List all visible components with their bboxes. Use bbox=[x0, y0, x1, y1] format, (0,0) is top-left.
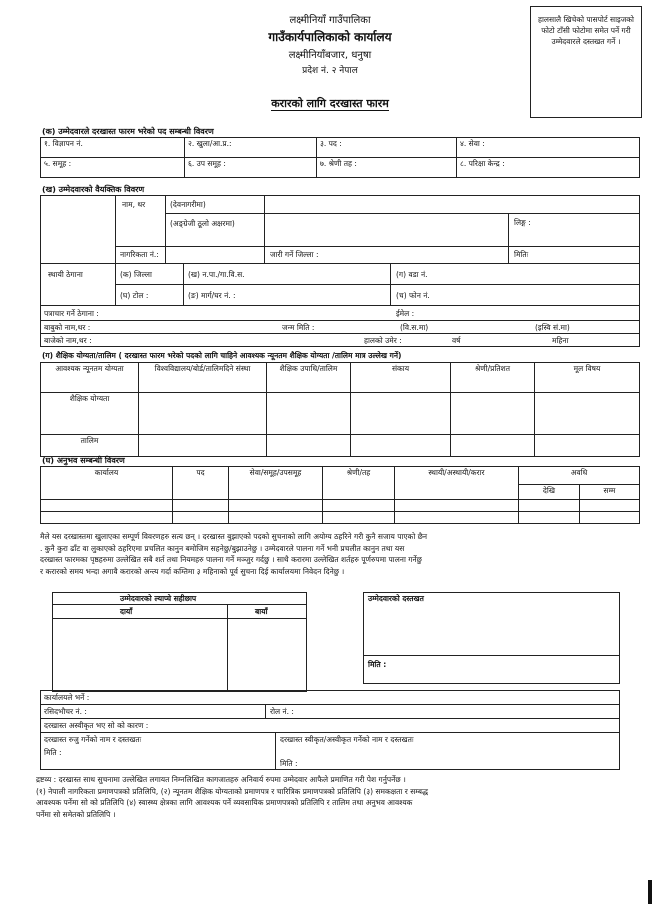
exp-cell[interactable] bbox=[395, 512, 519, 524]
tole-label: (घ) टोल : bbox=[120, 291, 149, 300]
exp-col-to: सम्म bbox=[579, 485, 639, 500]
exp-col-duration: अवधि bbox=[519, 467, 640, 485]
dob-label: जन्म मिति : bbox=[282, 323, 315, 332]
signature-date-label: मिति : bbox=[368, 660, 387, 669]
edu-cell[interactable] bbox=[535, 393, 640, 435]
form-title-text: करारको लागि दरखास्त फारम bbox=[271, 97, 389, 110]
exp-col-level: श्रेणी/तह bbox=[323, 467, 395, 500]
exp-cell[interactable] bbox=[229, 500, 323, 512]
edu-row-training: तालिम bbox=[41, 435, 139, 457]
roll-number-label: रोल नं. : bbox=[270, 707, 294, 716]
exp-cell[interactable] bbox=[579, 500, 639, 512]
exp-col-from: देखि bbox=[519, 485, 580, 500]
experience-table bbox=[40, 466, 640, 524]
declaration-line: मैले यस दरखास्तमा खुलाएका सम्पूर्ण विवरणहरु सत्य छन् । दरखास्त बुझाएको पदको सुचनाको लागि अयोग्य ठहरिने गरी कुनै सजाय पाएको छैन bbox=[40, 532, 428, 541]
declaration-line: . कुनै कुरा ढाँट वा लुकाएको ठहरिएमा प्रचलित कानुन बमोजिम सहनेछु/बुझाउनेछु । उम्मेदवारले पालना गर्ने भनी प्रचलीत कानुन तथा यस bbox=[40, 543, 405, 553]
district-label: (क) जिल्ला bbox=[120, 270, 152, 279]
edu-cell[interactable] bbox=[267, 393, 351, 435]
signature-heading: उम्मेदवारको दस्तखत bbox=[368, 594, 424, 603]
rejection-reason-label: दरखास्त अस्वीकृत भए सो को कारण : bbox=[44, 721, 149, 730]
field-ad-number[interactable]: १. विज्ञापन नं. bbox=[41, 138, 185, 158]
exp-cell[interactable] bbox=[395, 500, 519, 512]
header-line-1: लक्ष्मीनियाँ गाउँपालिका bbox=[289, 15, 371, 26]
declaration-line: र करारको समय भन्दा अगावै करारको अन्त्य गर्दा कम्तिमा ३ महिनाको पूर्व सुचना दिई कार्यालयमा निवेदन दिनेछु । bbox=[40, 566, 345, 576]
thumb-left-label: बायाँ bbox=[255, 607, 268, 616]
note-line: (१) नेपाली नागरिकता प्रमाणपत्रको प्रतिलिपि, (२) न्यूनतम शैक्षिक योग्यताको प्रमाणपत्र र चारित्रिक प्रमाणपत्रको प्रतिलिपि (३) समकक्षता र सम्बद्ध bbox=[36, 786, 428, 796]
edu-col-degree: शैक्षिक उपाधि/तालिम bbox=[267, 363, 351, 393]
dob-ad-label: (इस्वि सं.मा) bbox=[535, 323, 570, 332]
father-label: बाबुको नाम,थर : bbox=[44, 323, 91, 332]
current-age-label: हालको उमेर : bbox=[364, 336, 402, 345]
english-label: (अङ्ग्रेजी ठूलो अक्षरमा) bbox=[170, 219, 235, 228]
exp-cell[interactable] bbox=[173, 500, 229, 512]
header-line-3: लक्ष्मीनियाँबजार, धनुषा bbox=[288, 50, 372, 61]
thumb-right-label: दायाँ bbox=[120, 607, 133, 616]
verifier-date-label: मिति : bbox=[44, 748, 62, 757]
field-service[interactable]: ४. सेवा : bbox=[457, 138, 640, 158]
verifier-label: दरखास्त रुजु गर्नेको नाम र दस्तखतः bbox=[44, 735, 142, 744]
phone-label: (च) फोन नं. bbox=[396, 291, 430, 300]
exp-cell[interactable] bbox=[41, 500, 173, 512]
field-subgroup[interactable]: ६. उप समूह : bbox=[185, 158, 317, 178]
office-use-label: कार्यालयले भर्ने : bbox=[44, 693, 90, 702]
exp-cell[interactable] bbox=[229, 512, 323, 524]
edu-cell[interactable] bbox=[139, 393, 267, 435]
field-post[interactable]: ३. पद : bbox=[317, 138, 457, 158]
edu-cell[interactable] bbox=[451, 393, 535, 435]
citizenship-label: नागरिकता नं.: bbox=[120, 250, 159, 259]
declaration-line: दरखास्त फारमका पृष्ठहरुमा उल्लेखित सबै शर्त तथा नियमहरु पालना गर्ने मञ्जुर गर्दछु । साथै करारमा उल्लेखित शर्तहरु पूर्णरुपमा पालना गर्नेछु bbox=[40, 555, 422, 565]
permanent-address-label: स्थायी ठेगाना bbox=[48, 270, 83, 279]
note-line: पर्नेमा सो समेतको प्रतिलिपि । bbox=[36, 809, 116, 819]
exp-cell[interactable] bbox=[41, 512, 173, 524]
edu-col-qualification: आवश्यक न्यूनतम योग्यता bbox=[41, 363, 139, 393]
edu-col-faculty: संकाय bbox=[351, 363, 451, 393]
postal-address-label: पत्राचार गर्ने ठेगाना : bbox=[44, 309, 99, 318]
note bbox=[36, 774, 646, 821]
section-ka-table bbox=[40, 137, 640, 178]
approver-label: दरखास्त स्वीकृत/अस्वीकृत गर्नेको नाम र दस्तखतः bbox=[280, 735, 414, 744]
signature-box[interactable] bbox=[363, 592, 620, 684]
email-label: ईमेल : bbox=[396, 309, 415, 318]
ward-label: (ग) वडा नं. bbox=[396, 270, 428, 279]
exp-cell[interactable] bbox=[519, 500, 580, 512]
date-label: मितिः bbox=[514, 250, 529, 259]
section-ka-heading: (क) उम्मेदवारले दरखास्त फारम भरेको पद सम्बन्धी विवरण bbox=[42, 127, 214, 136]
note-line: आवश्यक पर्नेमा सो को प्रतिलिपि (४) स्वास्थ्य क्षेत्रका लागि आवश्यक पर्ने व्यवसायिक प्रमाणपत्रको प्रतिलिपि र तालिम तथा अनुभव आवश्यक bbox=[36, 798, 413, 808]
edu-cell[interactable] bbox=[139, 435, 267, 457]
edu-cell[interactable] bbox=[267, 435, 351, 457]
age-year-label: वर्ष bbox=[452, 336, 461, 345]
edu-cell[interactable] bbox=[351, 435, 451, 457]
edu-col-university: विश्वविद्यालय/बोर्ड/तालिमदिने संस्था bbox=[139, 363, 267, 393]
field-open-inclusive[interactable]: २. खुला/आ.प्र.: bbox=[185, 138, 317, 158]
edu-col-division: श्रेणी/प्रतिशत bbox=[451, 363, 535, 393]
exp-col-post: पद bbox=[173, 467, 229, 500]
photo-box[interactable]: हालसालै खिचेको पासपोर्ट साइजको फोटो टाँसी फोटोमा समेत पर्ने गरी उम्मेदवारले दस्तखत गर्ने । bbox=[530, 6, 642, 118]
exp-col-service: सेवा/समूह/उपसमूह bbox=[229, 467, 323, 500]
note-line: द्रष्टव्य : दरखास्त साथ सुचनामा उल्लेखित लगायत निम्नलिखित कागजातहरु अनिवार्य रुपमा उम्मेदवार आफैले प्रमाणित गरी पेश गर्नुपर्नेछ । bbox=[36, 775, 406, 784]
field-exam-center[interactable]: ८. परिक्षा केन्द्र : bbox=[457, 158, 640, 178]
right-thumb-area[interactable] bbox=[53, 619, 226, 691]
exp-cell[interactable] bbox=[519, 512, 580, 524]
edu-row-academic: शैक्षिक योग्यता bbox=[41, 393, 139, 435]
issued-district-label: जारी गर्ने जिल्ला : bbox=[270, 250, 319, 259]
exp-cell[interactable] bbox=[323, 512, 395, 524]
exp-cell[interactable] bbox=[323, 500, 395, 512]
grandfather-label: बाजेको नाम,थर : bbox=[44, 336, 92, 345]
edu-cell[interactable] bbox=[451, 435, 535, 457]
exp-cell[interactable] bbox=[579, 512, 639, 524]
dob-bs-label: (वि.स.मा) bbox=[400, 323, 429, 332]
form-title bbox=[180, 96, 480, 111]
municipality-label: (ख) न.पा./गा.वि.स. bbox=[188, 270, 245, 279]
exp-cell[interactable] bbox=[173, 512, 229, 524]
section-kha-heading: (ख) उम्मेदवारको वैयक्तिक विवरण bbox=[42, 185, 145, 194]
exp-col-office: कार्यालय bbox=[41, 467, 173, 500]
devanagari-label: (देवनागरीमा) bbox=[170, 200, 206, 209]
name-label: नाम, थर bbox=[122, 200, 146, 209]
scan-edge-mark bbox=[648, 880, 652, 904]
header-line-4: प्रदेश नं. २ नेपाल bbox=[302, 66, 358, 76]
header-line-2: गाउँकार्यपालिकाको कार्यालय bbox=[268, 30, 392, 44]
marga-label: (ङ) मार्ग/घर नं. : bbox=[188, 291, 236, 300]
section-gha-heading: (घ) अनुभव सम्बन्धी विवरण bbox=[42, 456, 125, 465]
field-level[interactable]: ७. श्रेणी तह : bbox=[317, 158, 457, 178]
approver-date-label: मिति : bbox=[280, 759, 298, 768]
declaration bbox=[40, 531, 640, 578]
edu-cell[interactable] bbox=[535, 435, 640, 457]
gender-label: लिङ्ग : bbox=[514, 218, 531, 227]
receipt-label: रसिदभौचर नं. : bbox=[44, 707, 87, 716]
age-month-label: महिना bbox=[552, 336, 569, 345]
education-table bbox=[40, 362, 640, 457]
exp-col-type: स्थायी/अस्थायी/करार bbox=[395, 467, 519, 500]
section-ga-heading: (ग) शैक्षिक योग्यता/तालिम ( दरखास्त फारम भरेको पदको लागि चाहिने आवश्यक न्यूनतम शैक्षिक योग्यता /तालिम मात्र उल्लेख गर्ने) bbox=[42, 351, 402, 360]
field-group[interactable]: ५. समूह : bbox=[41, 158, 185, 178]
edu-cell[interactable] bbox=[351, 393, 451, 435]
edu-col-subject: मूल विषय bbox=[535, 363, 640, 393]
left-thumb-area[interactable] bbox=[228, 619, 306, 691]
thumbprint-heading: उम्मेदवारको ल्याप्चे सहीछाप bbox=[120, 594, 197, 603]
